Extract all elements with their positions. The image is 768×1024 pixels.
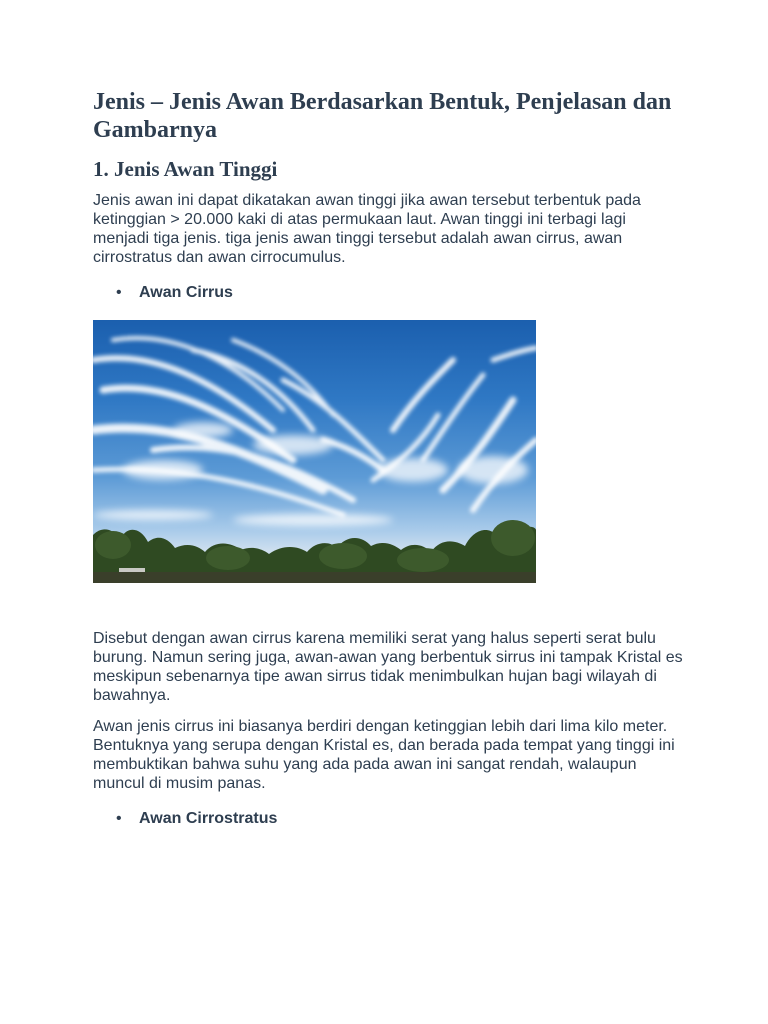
article [93, 88, 683, 828]
cirrus-description-2: Awan jenis cirrus ini biasanya berdiri dengan ketinggian lebih dari lima kilo meter. Bentuknya yang serupa dengan Kristal es, dan berada pada tempat yang tinggi ini membuktikan bahwa suhu yang ada pada awan ini sangat rendah, walaupun muncul di musim panas. [93, 718, 675, 792]
list-item [93, 809, 683, 828]
cirrus-label: Awan Cirrus [139, 284, 233, 301]
bullet-list-cirrus [93, 283, 683, 302]
section-intro-paragraph: Jenis awan ini dapat dikatakan awan tinggi jika awan tersebut terbentuk pada ketinggian > 20.000 kaki di atas permukaan laut. Awan tinggi ini terbagi lagi menjadi tiga jenis. tiga jenis awan tinggi tersebut adalah awan cirrus, awan cirrostratus dan awan cirrocumulus. [93, 192, 641, 266]
cirrus-description-1: Disebut dengan awan cirrus karena memiliki serat yang halus seperti serat bulu burung. Namun sering juga, awan-awan yang berbentuk sirrus ini tampak Kristal es meskipun sebenarnya tipe awan sirrus tidak menimbulkan hujan bagi wilayah di bawahnya. [93, 630, 683, 704]
section-heading-high-clouds: 1. Jenis Awan Tinggi [93, 157, 278, 181]
article-title: Jenis – Jenis Awan Berdasarkan Bentuk, Penjelasan dan Gambarnya [93, 89, 672, 143]
bullet-list-cirrostratus [93, 809, 683, 828]
cirrus-cloud-illustration [93, 320, 536, 583]
bullet-icon: • [116, 810, 122, 827]
list-item [93, 283, 683, 302]
bullet-icon: • [116, 284, 122, 301]
cirrus-cloud-photo [93, 320, 536, 583]
cirrostratus-label: Awan Cirrostratus [139, 810, 278, 827]
